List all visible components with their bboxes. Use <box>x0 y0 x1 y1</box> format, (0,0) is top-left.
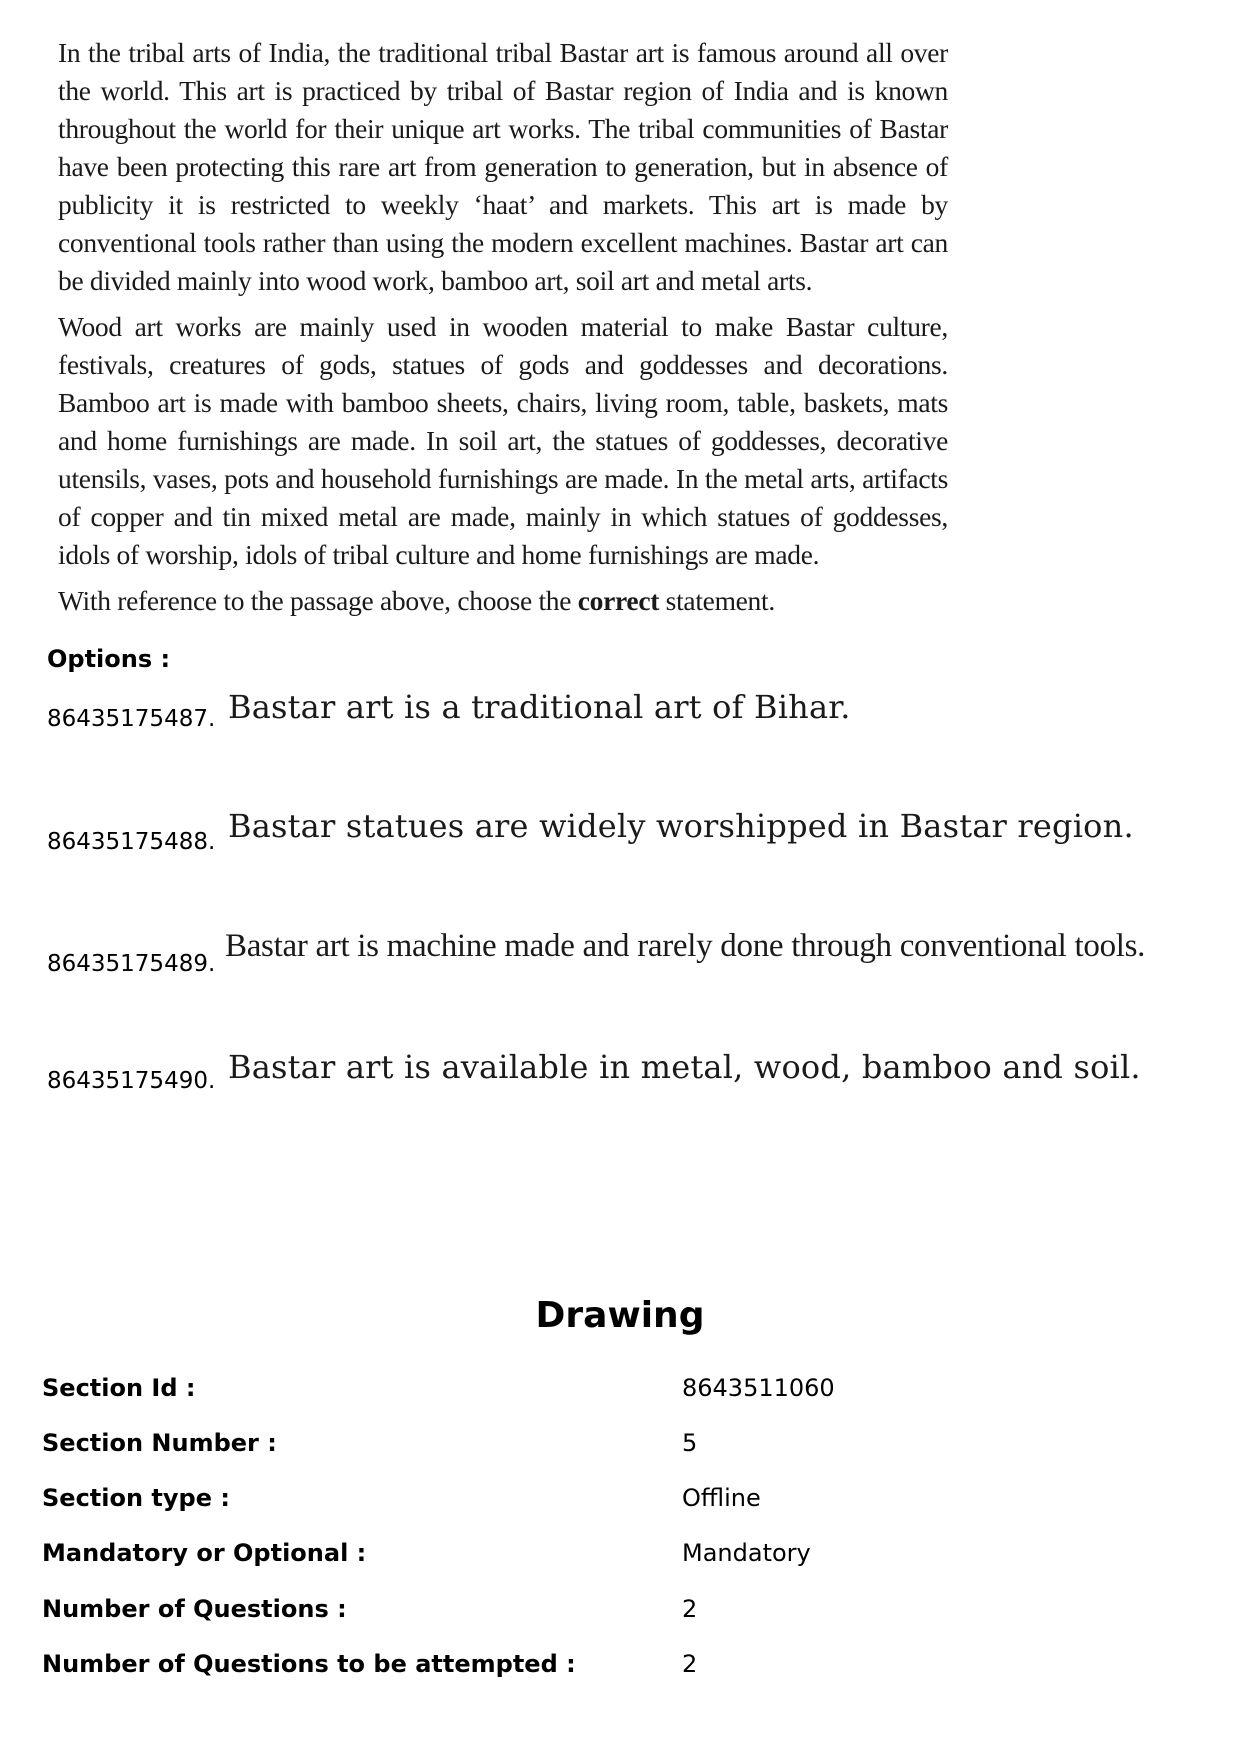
question-stem <box>58 582 948 620</box>
option-id: 86435175490. <box>47 1068 216 1094</box>
section-info-row <box>0 1650 1240 1690</box>
question-suffix: statement. <box>665 585 775 616</box>
section-info-row <box>0 1539 1240 1579</box>
option-text[interactable]: Bastar art is available in metal, wood, bamboo and soil. <box>228 1048 1141 1086</box>
passage-paragraph-1: In the tribal arts of India, the traditional tribal Bastar art is famous around all over the world. This art is practiced by tribal of Bastar region of India and is known throughout the world for their unique art works. The tribal communities of Bastar have been protecting this rare art from generation to generation, but in absence of publicity it is restricted to weekly ‘haat’ and markets. This art is made by conventional tools rather than using the modern excellent machines. Bastar art can be divided mainly into wood work, bamboo art, soil art and metal arts. <box>58 37 948 296</box>
option-id: 86435175489. <box>47 951 216 977</box>
option-id: 86435175487. <box>47 706 216 732</box>
section-info-label: Number of Questions to be attempted : <box>42 1650 576 1678</box>
section-info-value: 2 <box>682 1650 698 1678</box>
passage-paragraph-2: Wood art works are mainly used in wooden material to make Bastar culture, festivals, creatures of gods, statues of gods and goddesses and decorations. Bamboo art is made with bamboo sheets, chairs, living room, table, baskets, mats and home furnishings are made. In soil art, the statues of goddesses, decorative utensils, vases, pots and household furnishings are made. In the metal arts, artifacts of copper and tin mixed metal are made, mainly in which statues of goddesses, idols of worship, idols of tribal culture and home furnishings are made. <box>58 311 948 570</box>
section-info-row <box>0 1429 1240 1469</box>
options-label: Options : <box>47 645 171 673</box>
section-info-label: Section type : <box>42 1484 230 1512</box>
section-info-value: 8643511060 <box>682 1374 835 1402</box>
section-info-value: Mandatory <box>682 1539 811 1567</box>
option-id: 86435175488. <box>47 829 216 855</box>
section-info-value: Offline <box>682 1484 761 1512</box>
option-text[interactable]: Bastar art is machine made and rarely done through conventional tools. <box>225 928 1146 964</box>
section-info-label: Number of Questions : <box>42 1595 347 1623</box>
section-info-row <box>0 1595 1240 1635</box>
section-info-value: 2 <box>682 1595 698 1623</box>
question-prefix: With reference to the passage above, choose the <box>58 585 572 616</box>
section-info-row <box>0 1484 1240 1524</box>
section-heading: Drawing <box>535 1295 705 1336</box>
option-text[interactable]: Bastar statues are widely worshipped in Bastar region. <box>228 807 1134 845</box>
section-info-row <box>0 1374 1240 1414</box>
section-info-label: Mandatory or Optional : <box>42 1539 367 1567</box>
section-info-label: Section Id : <box>42 1374 196 1402</box>
passage <box>58 34 948 628</box>
section-info-value: 5 <box>682 1429 698 1457</box>
option-text[interactable]: Bastar art is a traditional art of Bihar. <box>228 688 851 726</box>
question-emphasis: correct <box>577 585 660 616</box>
section-info-label: Section Number : <box>42 1429 277 1457</box>
